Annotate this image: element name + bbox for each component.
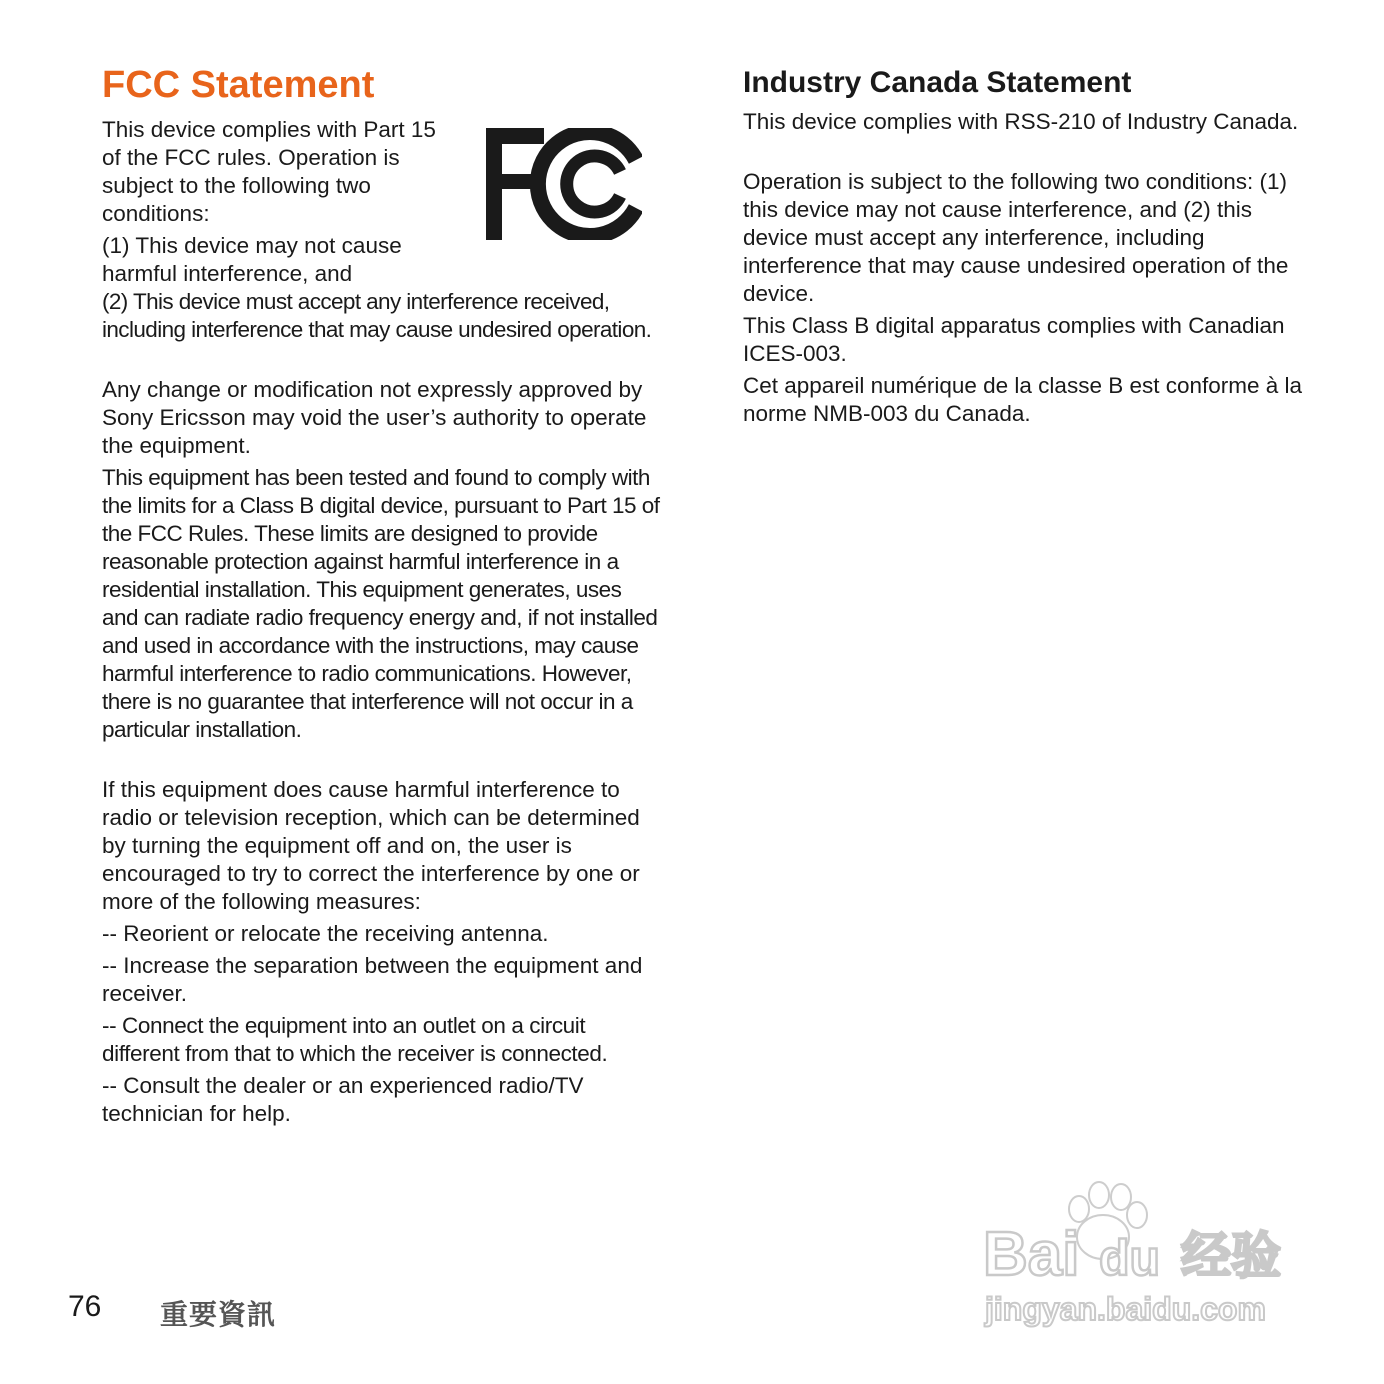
page-number: 76 <box>68 1290 102 1323</box>
section-title: 重要資訊 <box>160 1298 277 1331</box>
ic-paragraph-conditions: Operation is subject to the following two conditions: (1) this device may not cause interference, and (2) this device must accept any interference, including interference that may cause undesired operation of the device. <box>743 169 1289 306</box>
ic-paragraph-nmb: Cet appareil numérique de la classe B est conforme à la norme NMB-003 du Canada. <box>743 373 1303 426</box>
fcc-heading: FCC Statement <box>102 64 375 106</box>
baidu-watermark-logo <box>975 1175 1305 1335</box>
fcc-measure-separation: -- Increase the separation between the equipment and receiver. <box>102 953 643 1006</box>
fcc-paragraph-condition-1: (1) This device may not cause harmful interference, and <box>102 233 402 286</box>
fcc-measure-consult: -- Consult the dealer or an experienced radio/TV technician for help. <box>102 1073 584 1126</box>
fcc-paragraph-condition-2: (2) This device must accept any interference received, including interference that may cause undesired operation. <box>102 289 652 342</box>
fcc-measure-reorient: -- Reorient or relocate the receiving antenna. <box>102 921 549 946</box>
svg-text:经验: 经验 <box>1181 1227 1281 1285</box>
ic-paragraph-ices: This Class B digital apparatus complies with Canadian ICES-003. <box>743 313 1285 366</box>
fcc-paragraph-intro: This device complies with Part 15 of the FCC rules. Operation is subject to the following two conditions: <box>102 117 436 226</box>
fcc-measure-outlet: -- Connect the equipment into an outlet on a circuit different from that to which the receiver is connected. <box>102 1013 608 1066</box>
industry-canada-heading: Industry Canada Statement <box>743 66 1132 99</box>
svg-text:du: du <box>1099 1230 1161 1286</box>
fcc-paragraph-class-b: This equipment has been tested and found to comply with the limits for a Class B digital device, pursuant to Part 15 of the FCC Rules. These limits are designed to provide reasonable protection against harmful interference in a residential installation. This equipment generates, uses and can radiate radio frequency energy and, if not installed and used in accordance with the instructions, may cause harmful interference to radio communications. However, there is no guarantee that interference will not occur in a particular installation. <box>102 465 660 742</box>
svg-text:jingyan.baidu.com: jingyan.baidu.com <box>985 1291 1266 1327</box>
fcc-paragraph-measures-intro: If this equipment does cause harmful interference to radio or television reception, which can be determined by turning the equipment off and on, the user is encouraged to try to correct the interference by one or more of the following measures: <box>102 777 640 914</box>
svg-text:Bai: Bai <box>983 1220 1080 1289</box>
ic-paragraph-rss: This device complies with RSS-210 of Industry Canada. <box>743 109 1299 134</box>
fcc-logo <box>486 128 642 240</box>
fcc-paragraph-modification: Any change or modification not expressly approved by Sony Ericsson may void the user’s authority to operate the equipment. <box>102 377 647 458</box>
